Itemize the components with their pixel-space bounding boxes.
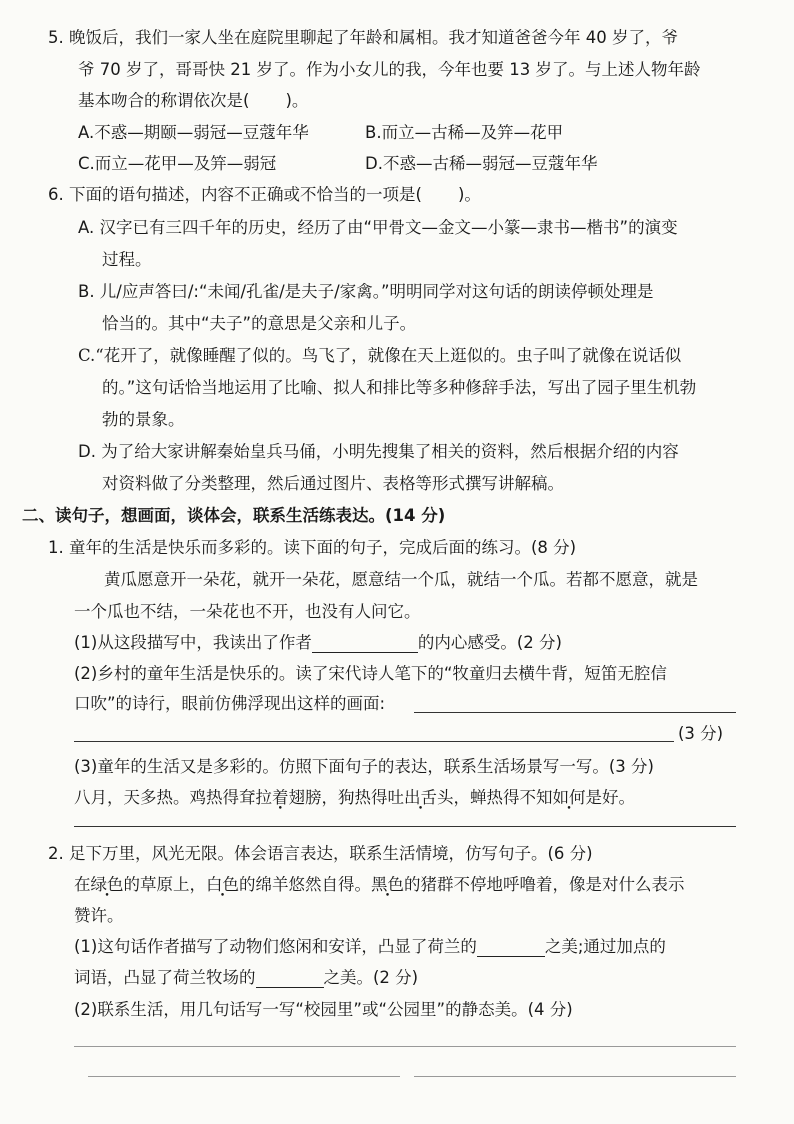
sec2-q1-sub2-score: (3 分) bbox=[678, 724, 724, 743]
q6-option-c-line1: C.“花开了，就像睡醒了似的。鸟飞了，就像在天上逛似的。虫子叫了就像在说话似 bbox=[78, 346, 682, 365]
q6-option-c-line2: 的。”这句话恰当地运用了比喻、拟人和排比等多种修辞手法，写出了园子里生机勃 bbox=[102, 378, 697, 397]
sec2-q1-sub2-line1: (2)乡村的童年生活是快乐的。读了宋代诗人笔下的“牧童归去横牛背，短笛无腔信 bbox=[74, 664, 667, 683]
sec2-q1-sub1: (1)从这段描写中，我读出了作者 的内心感受。(2 分) bbox=[74, 633, 562, 652]
q5-option-c: C.而立—花甲—及笄—弱冠 bbox=[78, 154, 277, 173]
q6-option-b-line2: 恰当的。其中“夫子”的意思是父亲和儿子。 bbox=[102, 314, 417, 333]
q6-stem: 6. 下面的语句描述，内容不正确或不恰当的一项是( )。 bbox=[48, 185, 481, 204]
sec2-q2-example-line1: 在绿色的草原上，白色的绵羊悠然自得。黑色的猪群不停地呼噜着，像是对什么表示 bbox=[74, 875, 685, 894]
answer-blank[interactable] bbox=[312, 636, 418, 653]
answer-line[interactable] bbox=[414, 1076, 736, 1077]
sec2-q2-example-line2: 赞许。 bbox=[74, 906, 124, 925]
answer-line[interactable] bbox=[414, 712, 736, 713]
answer-blank[interactable] bbox=[256, 971, 324, 988]
q5-line2: 爷 70 岁了，哥哥快 21 岁了。作为小女儿的我，今年也要 13 岁了。与上述人物年龄 bbox=[78, 60, 701, 79]
q5-line1: 5. 晚饭后，我们一家人坐在庭院里聊起了年龄和属相。我才知道爸爸今年 40 岁了，爷 bbox=[48, 28, 678, 47]
sec2-q1-sub3-example: 八月，天多热。鸡热得耷拉着翅膀 •，狗热得吐出舌头，蝉热得不知如何是好 •。 bbox=[74, 788, 635, 808]
q6-option-d-line1: D. 为了给大家讲解秦始皇兵马俑，小明先搜集了相关的资料，然后根据介绍的内容 bbox=[78, 442, 679, 461]
sec2-q1-sub2-line2: 口吹”的诗行，眼前仿佛浮现出这样的画面: bbox=[74, 694, 386, 713]
sec2-q1-passage-line1: 黄瓜愿意开一朵花，就开一朵花，愿意结一个瓜，就结一个瓜。若都不愿意，就是 bbox=[104, 570, 698, 589]
sec2-q2-stem: 2. 足下万里，风光无限。体会语言表达，联系生活情境，仿写句子。(6 分) bbox=[48, 844, 593, 863]
q6-option-a-line2: 过程。 bbox=[102, 250, 152, 269]
q5-option-a: A.不惑—期颐—弱冠—豆蔻年华 bbox=[78, 123, 309, 142]
section-2-title: 二、读句子，想画面，谈体会，联系生活练表达。(14 分) bbox=[22, 506, 446, 525]
q6-option-a-line1: A. 汉字已有三四千年的历史，经历了由“甲骨文—金文—小篆—隶书—楷书”的演变 bbox=[78, 218, 678, 237]
sec2-q2-sub1-line1: (1)这句话作者描写了动物们悠闲和安详，凸显了荷兰的 之美;通过加点的 bbox=[74, 937, 666, 956]
answer-line[interactable] bbox=[74, 741, 674, 742]
q5-line3: 基本吻合的称谓依次是( )。 bbox=[78, 91, 309, 110]
q6-option-b-line1: B. 儿/应声答曰/:“未闻/孔雀/是夫子/家禽。”明明同学对这句话的朗读停顿处理是 bbox=[78, 282, 654, 301]
sec2-q1-passage-line2: 一个瓜也不结，一朵花也不开，也没有人问它。 bbox=[74, 602, 421, 621]
sec2-q2-sub2: (2)联系生活，用几句话写一写“校园里”或“公园里”的静态美。(4 分) bbox=[74, 1000, 573, 1019]
q6-option-c-line3: 勃的景象。 bbox=[102, 410, 185, 429]
answer-line[interactable] bbox=[74, 1046, 736, 1047]
q6-option-d-line2: 对资料做了分类整理，然后通过图片、表格等形式撰写讲解稿。 bbox=[102, 474, 564, 493]
answer-blank[interactable] bbox=[477, 940, 545, 957]
answer-line[interactable] bbox=[88, 1076, 400, 1077]
q5-option-d: D.不惑—古稀—弱冠—豆蔻年华 bbox=[365, 154, 598, 173]
sec2-q1-stem: 1. 童年的生活是快乐而多彩的。读下面的句子，完成后面的练习。(8 分) bbox=[48, 538, 577, 557]
sec2-q1-sub3: (3)童年的生活又是多彩的。仿照下面句子的表达，联系生活场景写一写。(3 分) bbox=[74, 757, 654, 776]
sec2-q2-sub1-line2: 词语，凸显了荷兰牧场的 之美。(2 分) bbox=[74, 968, 419, 987]
q5-option-b: B.而立—古稀—及笄—花甲 bbox=[365, 123, 564, 142]
answer-line[interactable] bbox=[74, 826, 736, 827]
